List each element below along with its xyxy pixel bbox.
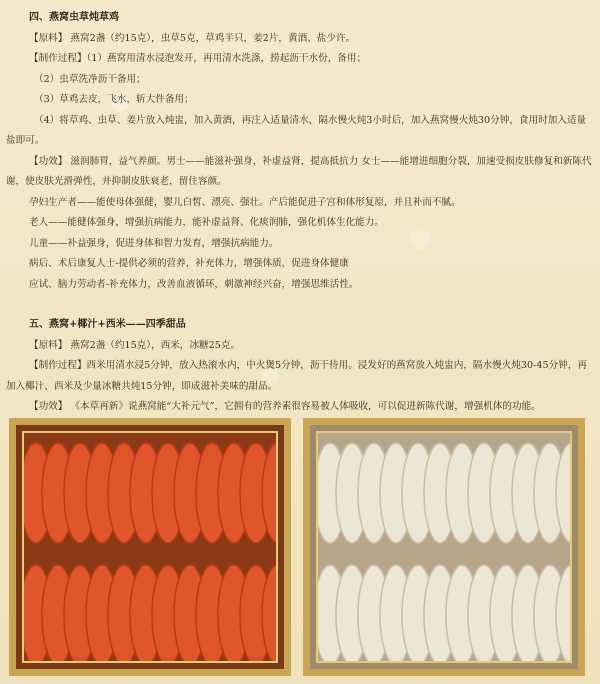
section4-pregnant: 孕妇生产者——能使母体强健，婴儿白皙、漂亮、强壮。产后能促进子宫和体形复原，并且补而不腻。 <box>29 196 461 208</box>
section5-title: 五、燕窝+椰汁+西米——四季甜品 <box>29 319 186 330</box>
section4-step3: （3）草鸡去皮，飞水，斩大件备用； <box>34 94 194 105</box>
section4-ingredients: 【原料】 燕窝2盏（约15克），虫草5克，草鸡半只，姜2片，黄酒、盐少许。 <box>29 32 356 44</box>
white-birds-nest-photo <box>303 418 585 676</box>
section4-title: 四、燕窝虫草炖草鸡 <box>29 12 119 23</box>
white-birds-nest-image <box>318 433 572 663</box>
red-birds-nest-image <box>24 433 278 663</box>
section4-elderly: 老人——能健体强身，增强抗病能力，能补虚益肾、化痰润肺，强化机体生化能力。 <box>29 217 384 228</box>
recipe-text <box>6 8 594 418</box>
section4-students: 应试、脑力劳动者-补充体力，改善血液循环，刺激神经兴奋，增强思维活性。 <box>29 278 359 290</box>
section4-step4: （4）将草鸡、虫草、姜片放入炖盅，加入黄酒，再注入适量清水，隔水慢火炖3小时后，加入燕窝慢火炖30分钟，食用时加入适量盐即可。 <box>6 114 587 146</box>
red-birds-nest-photo <box>9 418 291 676</box>
section4-step2: （2）虫草洗净沥干备用； <box>34 73 146 85</box>
section5-efficacy: 【功效】 《本草再新》说燕窝能“大补元气”，它拥有的营养素很容易被人体吸收，可以促进新陈代谢，增强机体的功能。 <box>29 401 541 412</box>
section4-process: 【制作过程】（1）燕窝用清水浸泡发开，再用清水洗涤，捞起沥干水份，备用； <box>29 53 367 64</box>
section5-process: 【制作过程】西米用清水浸5分钟，放入热滚水内，中火煲5分钟，沥干待用。浸发好的燕窝放入炖盅内，隔水慢火炖30-45分钟，再加入椰汁、西米及少量冰糖共炖15分钟，即成滋补美味的甜品。 <box>6 360 587 392</box>
photo-gallery <box>9 418 591 678</box>
section5-ingredients: 【原料】 燕窝2盏（约15克），西米，冰糖25克。 <box>29 339 241 351</box>
section4-patients: 病后、术后康复人士-提供必须的营养，补充体力，增强体质，促进身体健康 <box>29 258 349 269</box>
section4-children: 儿童——补益强身，促进身体和智力发育，增强抗病能力。 <box>29 237 279 249</box>
section4-efficacy: 【功效】 滋润肺胃，益气养颜。男士——能滋补强身，补虚益肾，提高抵抗力 女士——能增进细胞分裂，加速受损皮肤修复和新陈代谢，使皮肤光滑弹性，并抑制皮肤衰老，留住容颜。 <box>6 155 592 187</box>
